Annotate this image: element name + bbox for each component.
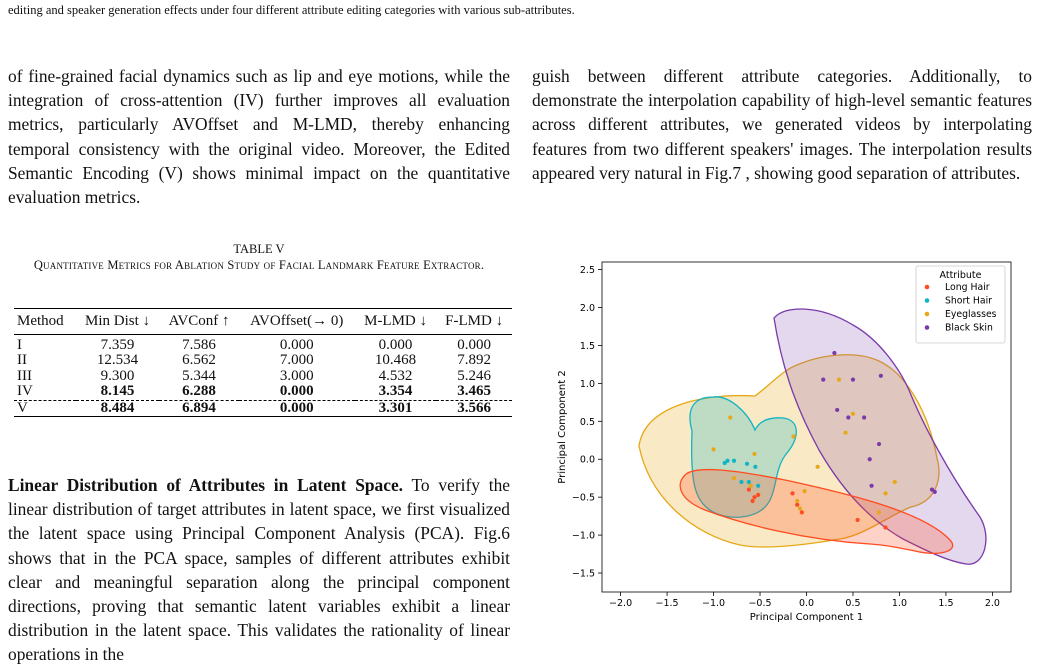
table-cell: 5.344 [182,367,216,384]
table-cell: IV [17,383,33,399]
legend-marker-short-hair [925,298,930,303]
black-skin-point [868,457,872,461]
table-cell: 0.000 [239,400,355,417]
eyeglasses-point [728,415,732,419]
long-hair-point [747,487,751,491]
short-hair-point [756,484,760,488]
table-cell: 6.894 [159,400,238,417]
table-row [14,400,512,417]
table-cell: 0.000 [279,383,314,399]
table-cell: 6.562 [182,352,216,368]
legend-marker-long-hair [925,285,930,290]
table-cell: 5.246 [457,367,491,384]
eyeglasses-point [711,447,715,451]
table-caption [8,241,510,273]
legend-label-eyeglasses: Eyeglasses [945,309,997,320]
section-paragraph [8,473,510,667]
black-skin-point [821,377,825,381]
y-tick-label: 1.0 [579,378,595,390]
short-hair-point [725,459,729,463]
pca-figure [555,255,1025,627]
table-cell: II [17,352,27,368]
eyeglasses-point [803,489,807,493]
attribute-regions [639,309,986,564]
y-axis-ticks [572,265,602,579]
table-header-row [14,309,512,335]
table-cell: 3.465 [457,383,491,399]
black-skin-point [862,415,866,419]
short-hair-point [739,480,743,484]
left-column-paragraph: of fine-grained facial dynamics such as lip and eye motions, while the integration of cross-attention (IV) further improves all evaluation metrics, particularly AVOffset and M-LMD, thereby enhancing temporal consistency with the original video. Moreover, the Edited Semantic Encoding (V) shows minimal impact on the quantitative evaluation metrics. [8,66,510,208]
header-method: Method [14,309,76,335]
header-min-dist: Min Dist ↓ [76,309,160,335]
table-cell: 6.288 [182,383,216,399]
short-hair-point [747,480,751,484]
legend-marker-black-skin [925,325,930,330]
table-cell: I [17,336,22,353]
eyeglasses-point [798,506,802,510]
eyeglasses-point [791,434,795,438]
table-row [14,369,512,385]
table-cell: 3.301 [355,400,436,417]
eyeglasses-point [877,510,881,514]
table-cell: 7.359 [100,336,135,353]
short-hair-point [745,462,749,466]
table-cell: 3.354 [378,383,413,399]
header-m-lmd: M-LMD ↓ [355,309,436,335]
black-skin-point [846,415,850,419]
short-hair-point [753,465,757,469]
legend-title: Attribute [939,270,982,281]
table-row [14,353,512,369]
x-tick-label: 1.5 [938,598,954,609]
section-heading: Linear Distribution of Attributes in Latent Space. [8,475,404,495]
y-tick-label: 1.5 [579,340,595,352]
pca-scatter-chart [555,255,1025,627]
eyeglasses-point [837,377,841,381]
table-cell: III [17,367,32,384]
y-tick-label: 0.5 [579,416,595,428]
y-tick-label: −1.0 [571,530,595,542]
black-skin-point [877,442,881,446]
eyeglasses-point [749,484,753,488]
black-skin-point [933,490,937,494]
y-tick-label: −1.5 [571,568,595,580]
y-tick-label: 2.0 [579,303,595,315]
legend-label-short-hair: Short Hair [945,295,992,307]
figure-caption-fragment: editing and speaker generation effects under four different attribute editing categories with various sub-attributes. [8,3,575,17]
black-skin-point [832,351,836,355]
x-tick-label: 0.5 [845,598,861,609]
table-cell: 9.300 [100,367,135,384]
eyeglasses-point [893,480,897,484]
header-avoffset: AVOffset(→ 0) [239,309,355,335]
legend-label-black-skin: Black Skin [945,322,993,334]
short-hair-point [732,459,736,463]
y-tick-label: 0.0 [579,454,595,466]
eyeglasses-point [843,431,847,435]
right-column-paragraph: guish between different attribute categories. Additionally, to demonstrate the interpolation capability of high-level semantic features across different attributes, we generated videos by interpolating features from two different speakers' images. The interpolation results appeared very natural in Fig.7 , showing good separation of attributes. [532,66,1032,183]
long-hair-point [750,499,754,503]
table-cell: 4.532 [378,367,413,384]
x-axis-label: Principal Component 1 [749,612,864,623]
eyeglasses-point [851,412,855,416]
table-cell: V [14,400,76,417]
long-hair-point [856,518,860,522]
eyeglasses-point [795,499,799,503]
x-tick-label: −1.0 [702,598,726,609]
table-cell: 7.000 [279,352,314,368]
black-skin-point [869,484,873,488]
long-hair-point [800,510,804,514]
table-cell: 3.566 [436,400,512,417]
x-tick-label: 0.0 [798,598,815,609]
table-cell: 7.586 [182,336,216,353]
ablation-table [14,308,512,417]
eyeglasses-point [816,465,820,469]
table-cell: 8.145 [100,383,135,399]
long-hair-point [795,503,799,507]
long-hair-point [790,491,794,495]
y-axis-label: Principal Component 2 [557,370,568,484]
table-cell: 0.000 [457,336,491,353]
legend-label-long-hair: Long Hair [945,282,990,293]
long-hair-point [752,495,756,499]
table-title: Quantitative Metrics for Ablation Study of Facial Landmark Feature Extractor. [33,258,485,272]
x-tick-label: −1.5 [655,598,679,609]
long-hair-point [883,525,887,529]
table-cell: 0.000 [279,336,314,353]
eyeglasses-point [883,491,887,495]
chart-legend [916,266,1005,343]
table-label: TABLE V [233,242,285,256]
black-skin-point [835,408,839,412]
table-cell: 10.468 [374,352,417,368]
table-cell: 12.534 [96,352,139,368]
table-cell: 3.000 [279,367,314,384]
table-cell: 8.484 [76,400,160,417]
table-row [14,334,512,353]
header-avconf: AVConf ↑ [159,309,238,335]
table-cell: 0.000 [378,336,413,353]
x-tick-label: −0.5 [748,598,772,609]
x-tick-label: 2.0 [984,598,1000,609]
header-f-lmd: F-LMD ↓ [436,309,512,335]
black-skin-point [851,377,855,381]
long-hair-point [756,493,760,497]
eyeglasses-point [752,452,756,456]
black-skin-point [879,374,883,378]
section-body: To verify the linear distribution of target attributes in latent space, we first visualized the latent space using Principal Component Analysis (PCA). Fig.6 shows that in the PCA space, samples of different attributes exhibit clear and meaningful separation along the principal component directions, proving that semantic latent variables exhibit a linear distribution in the latent space. This validates the rationality of linear operations in the [8,475,511,665]
eyeglasses-point [732,476,736,480]
table-cell: 7.892 [457,352,491,368]
y-tick-label: 2.5 [579,265,595,277]
x-axis-ticks [609,592,1000,609]
x-tick-label: −2.0 [609,598,633,609]
y-tick-label: −0.5 [571,492,595,504]
table-row [14,384,512,400]
x-tick-label: 1.0 [891,598,908,609]
legend-marker-eyeglasses [925,312,930,317]
